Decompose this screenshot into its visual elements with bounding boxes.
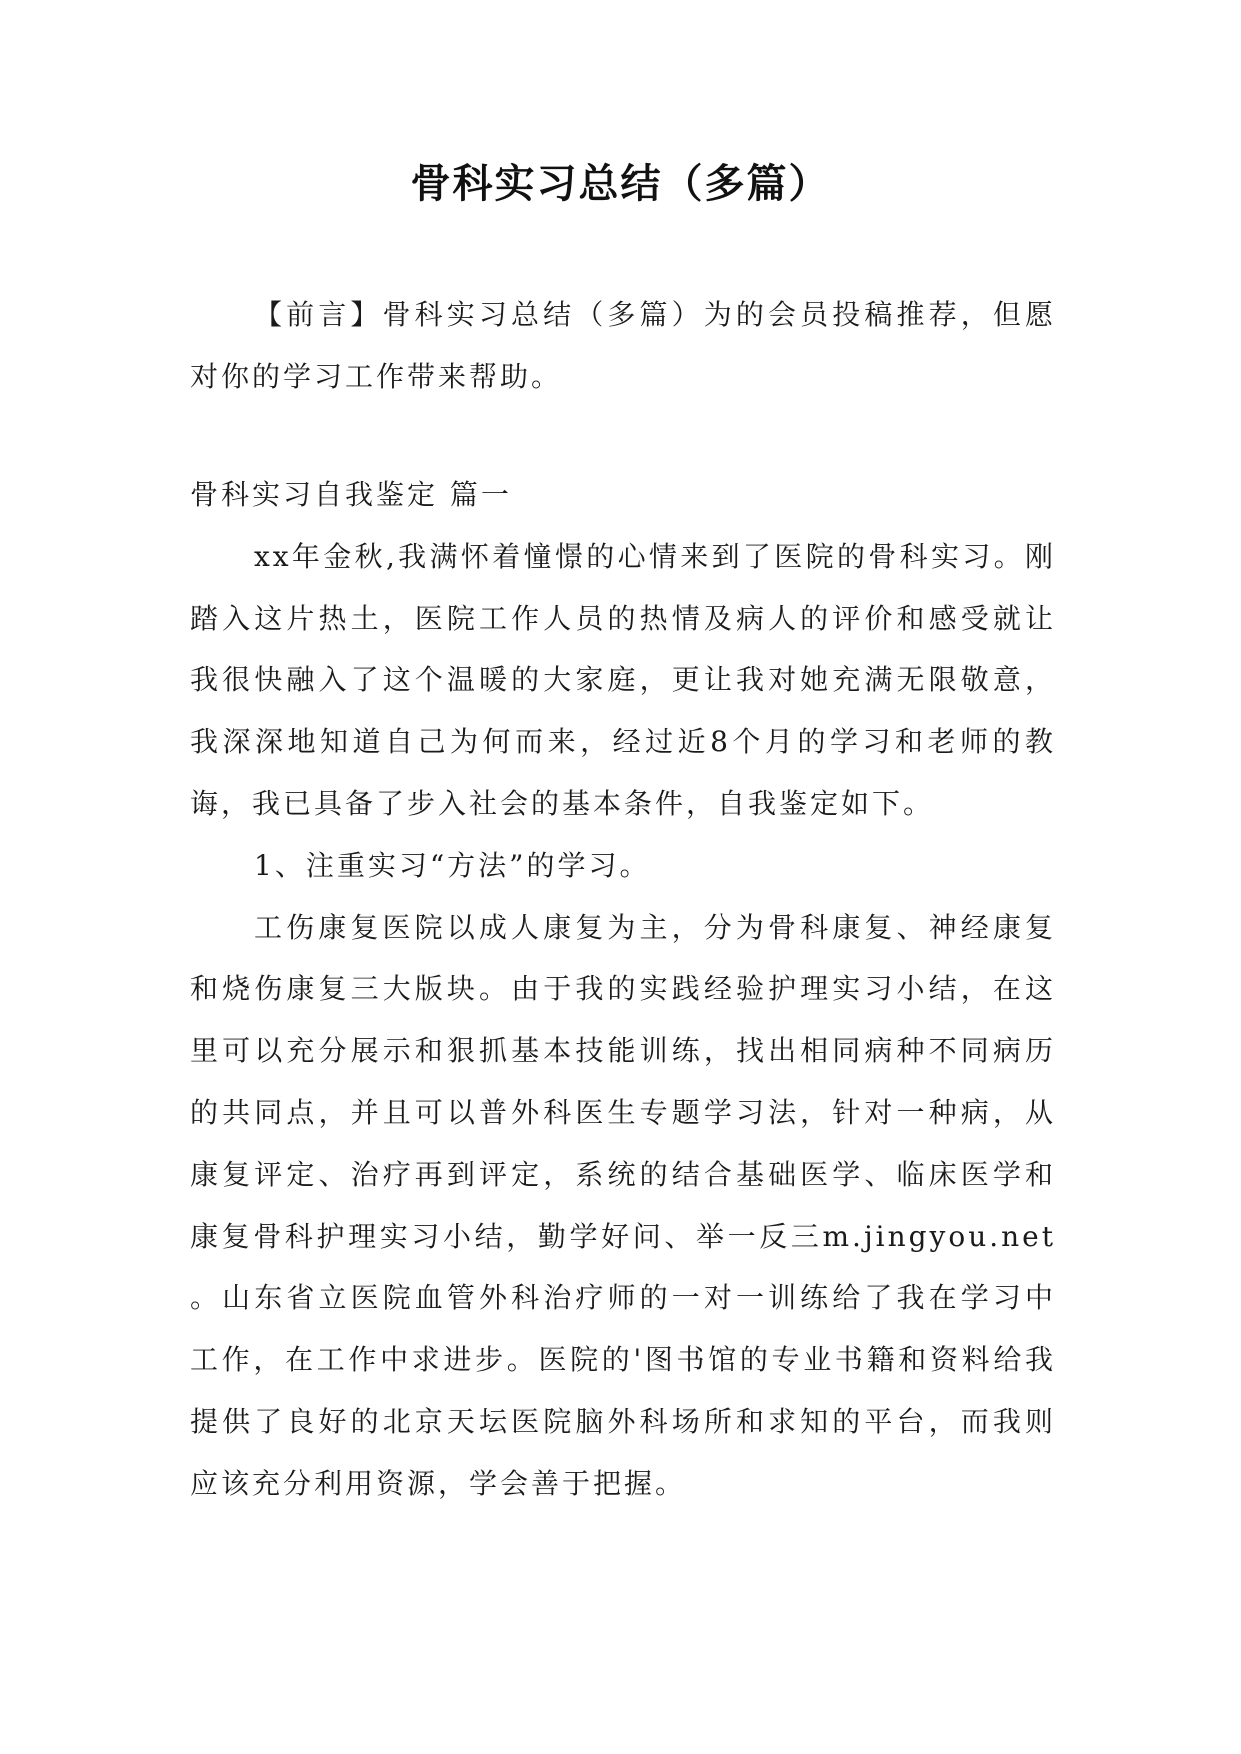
- numbered-point: 1、注重实习“方法”的学习。: [254, 848, 651, 882]
- preface-block: [190, 284, 1056, 408]
- body-paragraph: 工伤康复医院以成人康复为主，分为骨科康复、神经康复和烧伤康复三大版块。由于我的实践经验护理实习小结，在这里可以充分展示和狠抓基本技能训练，找出相同病种不同病历的共同点，并且可以普外科医生专题学习法，针对一种病，从康复评定、治疗再到评定，系统的结合基础医学、临床医学和康复骨科护理实习小结，勤学好问、举一反三m.jingyou.net 。山东省立医院血管外科治疗师的一对一训练给了我在学习中工作，在工作中求进步。医院的'图书馆的专业书籍和资料给我提供了良好的北京天坛医院脑外科场所和求知的平台，而我则应该充分利用资源，学会善于把握。: [190, 910, 1056, 1500]
- body-paragraph: xx年金秋,我满怀着憧憬的心情来到了医院的骨科实习。刚踏入这片热土，医院工作人员的热情及病人的评价和感受就让我很快融入了这个温暖的大家庭，更让我对她充满无限敬意，我深深地知道自己为何而来，经过近8个月的学习和老师的教诲，我已具备了步入社会的基本条件，自我鉴定如下。: [190, 539, 1056, 820]
- preface-paragraph: 【前言】骨科实习总结（多篇）为的会员投稿推荐，但愿对你的学习工作带来帮助。: [190, 298, 1056, 393]
- section-heading: 骨科实习自我鉴定 篇一: [190, 478, 512, 511]
- document-title: 骨科实习总结（多篇）: [410, 161, 831, 207]
- section-block: [190, 464, 1056, 1515]
